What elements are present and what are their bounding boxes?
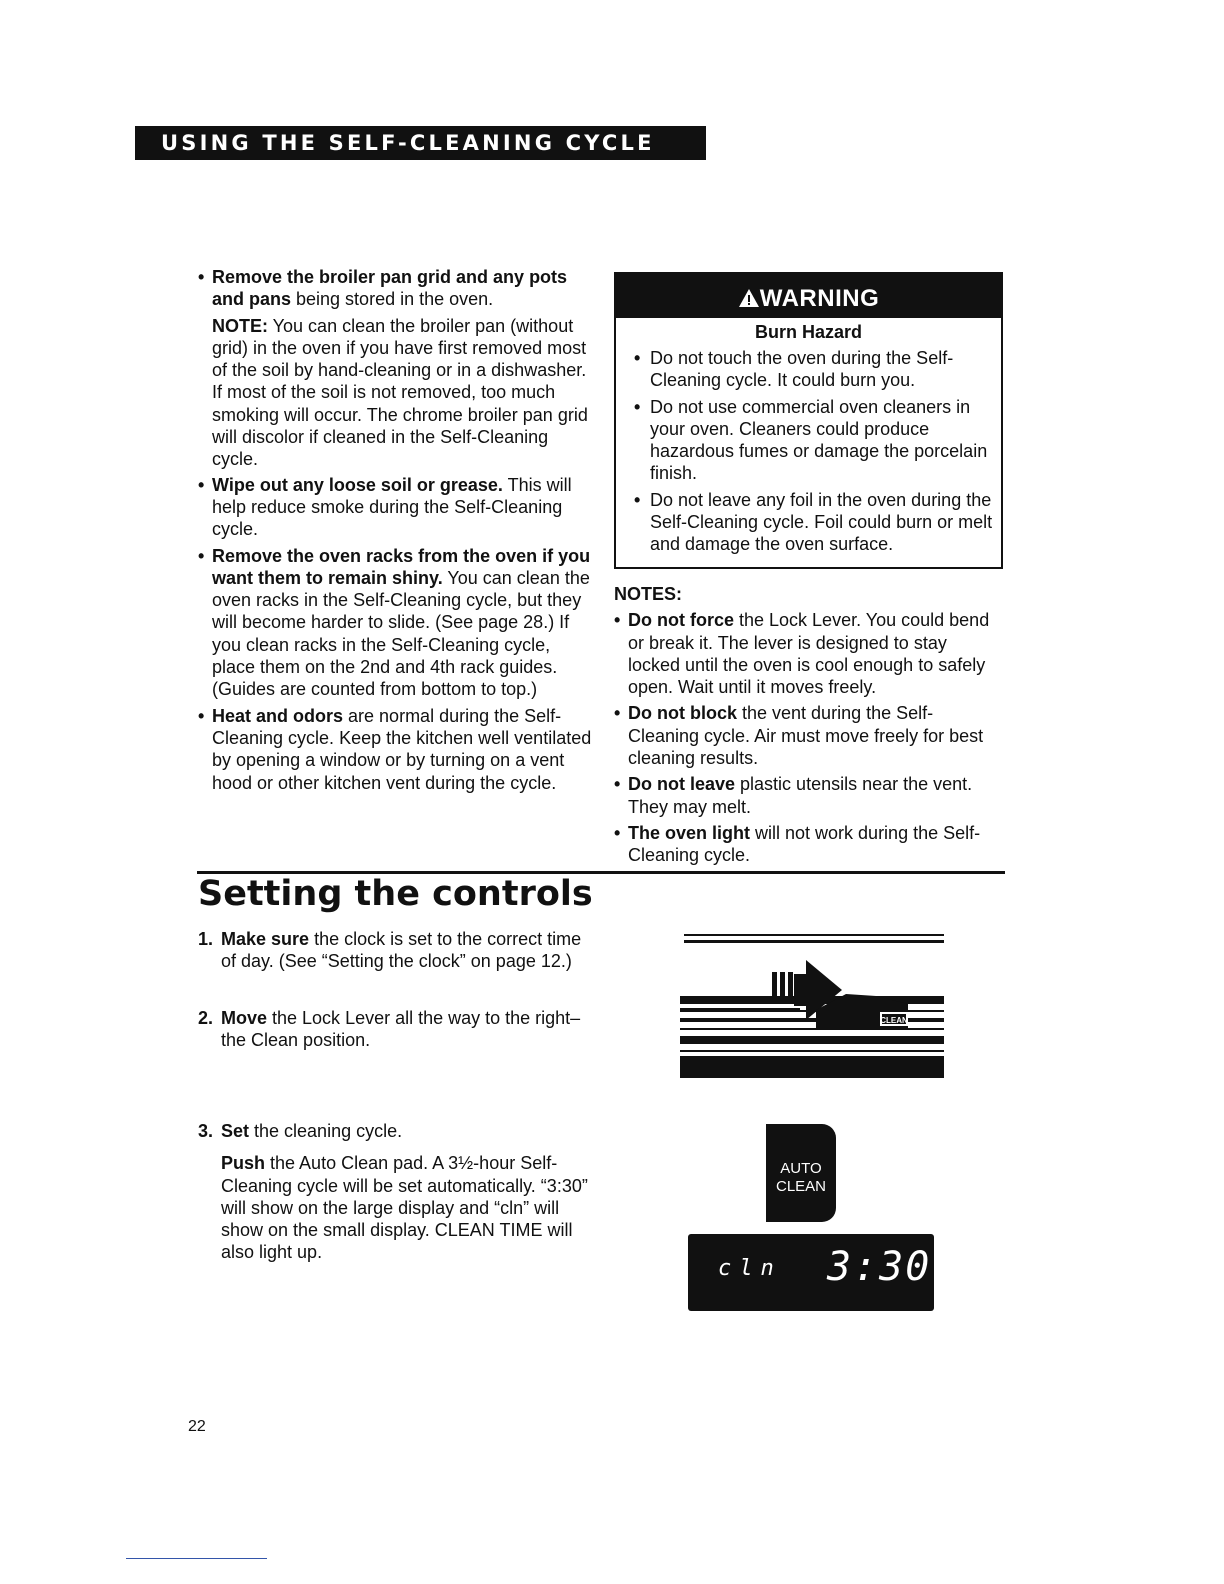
list-item: • Wipe out any loose soil or grease. This will help reduce smoke during the Self-Cleaning cycle. [198, 474, 572, 540]
notes-heading: NOTES: [614, 584, 683, 604]
step-1: 1. Make sure the clock is set to the correct time of day. (See “Setting the clock” on page 12.) [198, 929, 582, 972]
warning-box [614, 272, 1003, 569]
list-item: • Do not leave plastic utensils near the vent. They may melt. [614, 774, 973, 817]
section-banner: USING THE SELF-CLEANING CYCLE [135, 126, 706, 160]
pad-label-line2: CLEAN [775, 1178, 827, 1195]
small-display-readout: cln [718, 1256, 782, 1281]
list-item: • Heat and odors are normal during the Self-Cleaning cycle. Keep the kitchen well ventilated by opening a window or by turning on a vent hood or other kitchen vent during the cycle. [198, 705, 592, 793]
clean-label: CLEAN [880, 1016, 908, 1025]
warning-header: WARNING [616, 274, 1001, 318]
warning-triangle-icon [738, 288, 760, 308]
step-2: 2. Move the Lock Lever all the way to the right–the Clean position. [198, 1008, 581, 1051]
warning-item: • Do not use commercial oven cleaners in your oven. Cleaners could produce hazardous fumes or damage the porcelain finish. [634, 396, 988, 484]
page-number: 22 [188, 1418, 206, 1435]
auto-clean-pad[interactable] [766, 1124, 836, 1222]
notes-section [614, 583, 999, 871]
list-item: • Do not block the vent during the Self-Cleaning cycle. Air must move freely for best cleaning results. [614, 703, 984, 769]
warning-item: • Do not touch the oven during the Self-Cleaning cycle. It could burn you. [634, 348, 954, 391]
section-title: Setting the controls [198, 874, 593, 914]
step-3: 3. Set the cleaning cycle. Push the Auto Clean pad. A 3½-hour Self-Cleaning cycle will be set automatically. “3:30” will show on the large display and “cln” will show on the small display. CLEAN TIME will also light up. [198, 1121, 588, 1263]
list-item: • Remove the broiler pan grid and any pots and pans being stored in the oven. [198, 267, 568, 310]
warning-item: • Do not leave any foil in the oven during the Self-Cleaning cycle. Foil could burn or melt and damage the oven surface. [634, 489, 993, 555]
list-item: • The oven light will not work during the Self-Cleaning cycle. [614, 822, 981, 866]
footer-line [126, 1558, 267, 1559]
warning-subtitle: Burn Hazard [754, 322, 862, 342]
note-paragraph: NOTE: You can clean the broiler pan (without grid) in the oven if you have first removed most of the soil by hand-cleaning or in a dishwasher. If most of the soil is not removed, too much smoking will occur. The chrome broiler pan grid will discolor if cleaned in the Self-Cleaning cycle. [212, 315, 588, 470]
large-display-readout: 3:30 [827, 1244, 932, 1290]
lock-lever-illustration [676, 932, 948, 1082]
pad-label-line1: AUTO [780, 1160, 822, 1177]
list-item: • Do not force the Lock Lever. You could bend or break it. The lever is designed to stay locked until the oven is cool enough to safely open. Wait until it moves freely. [614, 610, 990, 698]
left-column [198, 266, 593, 798]
list-item: • Remove the oven racks from the oven if you want them to remain shiny. You can clean the oven racks in the Self-Cleaning cycle, but they will become harder to slide. (See page 28.) If you clean racks in the Self-Cleaning cycle, place them on the 2nd and 4th rack guides. (Guides are counted from bottom to top.) [198, 545, 591, 700]
